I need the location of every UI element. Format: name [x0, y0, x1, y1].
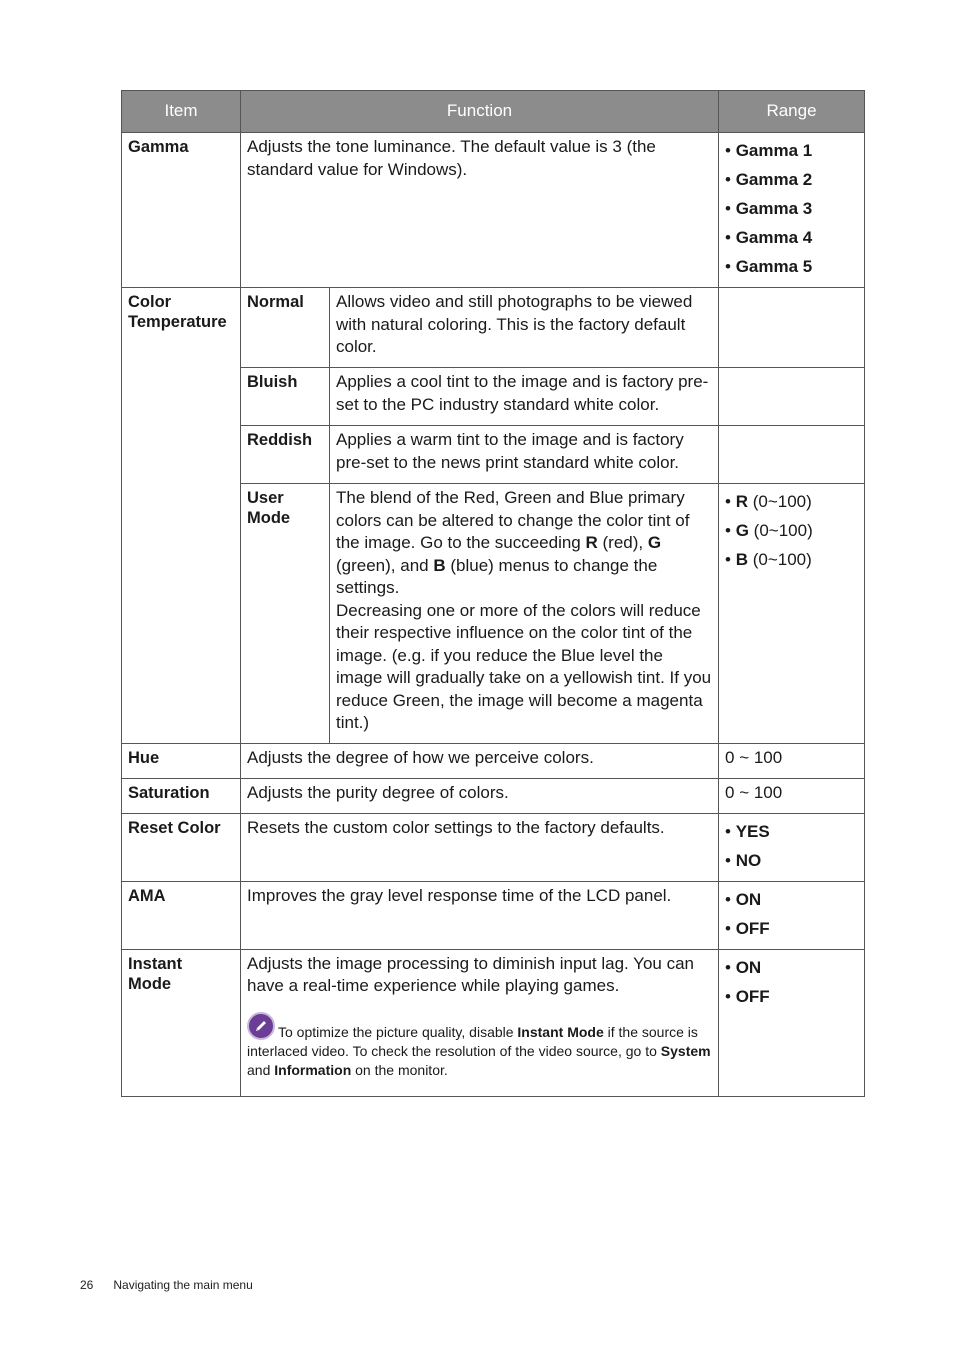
- function-reddish: Applies a warm tint to the image and is factory pre-set to the news print standard white color.: [330, 426, 719, 484]
- range-bluish: [719, 368, 865, 426]
- range-item: • G (0~100): [725, 521, 813, 540]
- instant-mode-desc: Adjusts the image processing to diminish input lag. You can have a real-time experience while playing games.: [247, 953, 694, 995]
- range-gamma: [719, 133, 865, 288]
- range-item: • Gamma 3: [725, 199, 813, 218]
- range-item: • R (0~100): [725, 492, 812, 511]
- range-instant-mode: [719, 949, 865, 1096]
- item-gamma: Gamma: [122, 133, 241, 288]
- table-row-reset-color: [122, 813, 865, 881]
- table-row-color-temp-normal: [122, 288, 865, 368]
- range-item: • OFF: [725, 986, 770, 1006]
- function-saturation: Adjusts the purity degree of colors.: [241, 778, 719, 813]
- range-reddish: [719, 426, 865, 484]
- table-row-gamma: [122, 133, 865, 288]
- table-row-ama: [122, 881, 865, 949]
- range-user-mode: [719, 484, 865, 744]
- item-reset-color: Reset Color: [122, 813, 241, 881]
- range-item: • B (0~100): [725, 550, 812, 569]
- sub-item-normal: Normal: [241, 288, 330, 368]
- function-ama: Improves the gray level response time of the LCD panel.: [241, 881, 719, 949]
- table-header-row: [122, 91, 865, 133]
- range-reset-color: [719, 813, 865, 881]
- page-number: 26: [80, 1278, 94, 1292]
- range-saturation: 0 ~ 100: [719, 778, 865, 813]
- item-instant-mode: Instant Mode: [122, 949, 241, 1096]
- item-saturation: Saturation: [122, 778, 241, 813]
- range-item: • Gamma 5: [725, 257, 813, 276]
- range-normal: [719, 288, 865, 368]
- table-row-instant-mode: [122, 949, 865, 1096]
- function-reset-color: Resets the custom color settings to the factory defaults.: [241, 813, 719, 881]
- function-normal: Allows video and still photographs to be viewed with natural coloring. This is the factory default color.: [330, 288, 719, 368]
- table-row-hue: [122, 743, 865, 778]
- settings-table: [121, 90, 865, 1097]
- range-item: • OFF: [725, 918, 770, 938]
- sub-item-bluish: Bluish: [241, 368, 330, 426]
- item-hue: Hue: [122, 743, 241, 778]
- sub-item-user-mode: User Mode: [241, 484, 330, 744]
- footer-section-title: Navigating the main menu: [113, 1278, 253, 1292]
- range-hue: 0 ~ 100: [719, 743, 865, 778]
- function-user-mode: [330, 484, 719, 744]
- item-ama: AMA: [122, 881, 241, 949]
- table-row-saturation: [122, 778, 865, 813]
- range-item: • ON: [725, 889, 762, 909]
- range-ama: [719, 881, 865, 949]
- function-instant-mode: [241, 949, 719, 1096]
- header-range: Range: [719, 91, 865, 133]
- range-item: • Gamma 2: [725, 170, 813, 189]
- range-item: • Gamma 1: [725, 141, 813, 160]
- function-bluish: Applies a cool tint to the image and is factory pre-set to the PC industry standard white color.: [330, 368, 719, 426]
- header-item: Item: [122, 91, 241, 133]
- range-item: • YES: [725, 821, 770, 841]
- note-box: To optimize the picture quality, disable Instant Mode if the source is interlaced video. To check the resolution of the video source, go to System and Information on the monitor.: [247, 1012, 712, 1080]
- pencil-note-icon: [247, 1012, 275, 1040]
- sub-item-reddish: Reddish: [241, 426, 330, 484]
- page-footer: [80, 1278, 273, 1292]
- item-color-temperature: Color Temperature: [122, 288, 241, 744]
- range-item: • ON: [725, 957, 762, 977]
- user-mode-desc-2: Decreasing one or more of the colors will reduce their respective influence on the color tint of the image. (e.g. if you reduce the Blue level the image will gradually take on a yellowish tint. If you reduce Green, the image will become a magenta tint.): [336, 600, 712, 732]
- function-hue: Adjusts the degree of how we perceive colors.: [241, 743, 719, 778]
- range-item: • Gamma 4: [725, 228, 813, 247]
- header-function: Function: [241, 91, 719, 133]
- user-mode-desc-1: The blend of the Red, Green and Blue primary colors can be altered to change the color tint of the image. Go to the succeeding R (red), G (green), and B (blue) menus to change the settings.: [336, 488, 690, 597]
- function-gamma: Adjusts the tone luminance. The default value is 3 (the standard value for Windows).: [241, 133, 719, 288]
- range-item: • NO: [725, 850, 762, 870]
